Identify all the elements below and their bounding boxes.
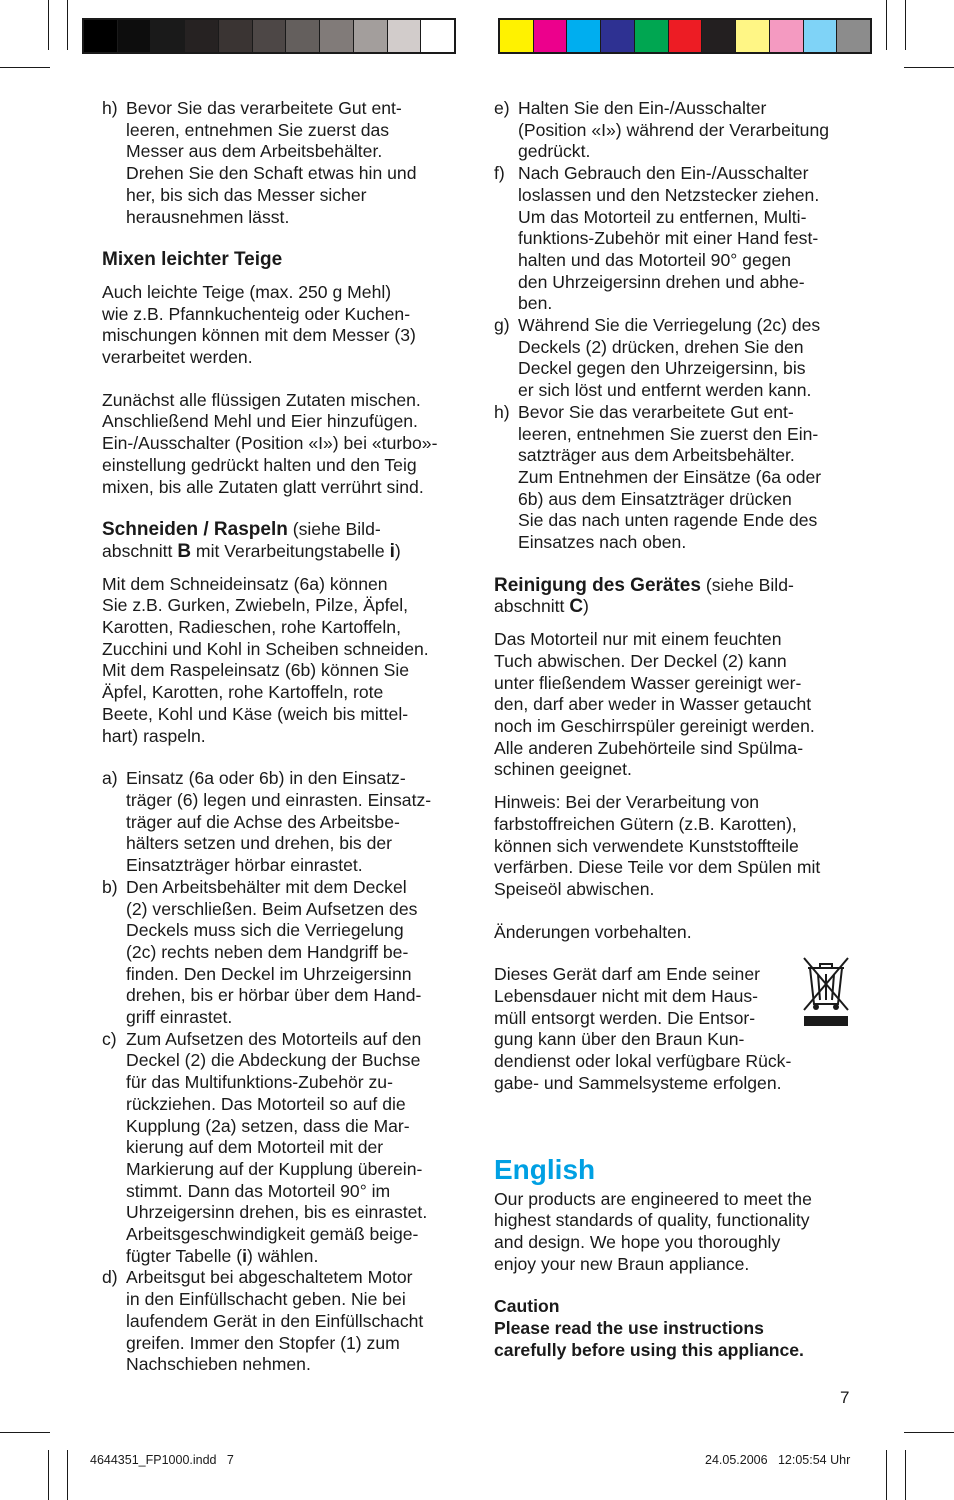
language-heading: English (494, 1153, 596, 1185)
list-text (518, 402, 856, 554)
list-item (494, 402, 856, 554)
section-heading-mixen: Mixen leichter Teige (102, 249, 283, 271)
footer-timestamp: 24.05.2006 12:05:54 Uhr (705, 1453, 851, 1467)
heading-sub: mit Verarbeitungstabelle (191, 540, 390, 561)
crop-mark (904, 67, 954, 68)
color-swatch (253, 20, 287, 52)
color-swatch (185, 20, 219, 52)
list-item (494, 98, 856, 163)
list-label: a) (102, 768, 118, 789)
paragraph: Änderungen vorbehalten. (494, 921, 692, 942)
table-letter: i (389, 540, 395, 562)
footer-file-info: 4644351_FP1000.indd 7 (90, 1453, 234, 1467)
list-item (102, 877, 462, 1029)
heading-title: Reinigung des Gerätes (494, 574, 701, 596)
list-text-main: Zum Aufsetzen des Motorteils auf den Deckel (2) die Abdeckung der Buchse für das Multifunktions-Zubehör zu- rückziehen. Das Motorteil so auf die Kupplung (2a) setzen, dass die Mar- kierung auf dem Motorteil mit der Markierung auf der Kupplung überein- stimmt. Dann das Motorteil 90° im Uhrzeigersinn drehen, bis es einrastet. Arbeitsgeschwindigkeit gemäß beige- fügter Tabelle ( (126, 1028, 428, 1266)
color-swatch (534, 20, 568, 52)
color-swatch (702, 20, 736, 52)
list-text-tail: ) wählen. (246, 1245, 319, 1266)
list-text (518, 315, 856, 402)
list-label: h) (494, 401, 510, 422)
gray-calibration-strip (82, 18, 456, 54)
caution-text: Please read the use instructions carefully before using this appliance. (494, 1318, 804, 1360)
color-swatch (421, 20, 454, 52)
paragraph: Our products are engineered to meet the highest standards of quality, functionality and design. We hope you thoroughly enjoy your new Braun appliance. (494, 1188, 812, 1274)
color-swatch (770, 20, 804, 52)
crop-mark (67, 0, 68, 50)
list-label: e) (494, 98, 510, 118)
crop-mark (48, 0, 49, 50)
figure-letter: C (569, 596, 584, 618)
list-label: g) (494, 315, 510, 336)
list-text-main: Den Arbeitsbehälter mit dem Deckel (2) verschließen. Beim Aufsetzen des Deckels muss sich die Verriegelung (2c) rechts neben dem Handgriff be- finden. Den Deckel im Uhrzeigersinn drehen, bis er hörbar über dem Hand- griff einrastet. (126, 876, 422, 1028)
crop-mark (904, 1432, 954, 1433)
color-swatch (219, 20, 253, 52)
page-number: 7 (840, 1388, 850, 1407)
heading-sub: ) (583, 596, 589, 617)
color-swatch (320, 20, 354, 52)
list-text (126, 877, 462, 1029)
heading-sub: ) (394, 540, 401, 561)
list-item (102, 1267, 462, 1376)
crop-mark (905, 1450, 906, 1500)
crop-mark (886, 0, 887, 50)
right-column (494, 98, 856, 1361)
color-swatch (84, 20, 118, 52)
list-label: c) (102, 1028, 117, 1049)
section-heading-reinigung (494, 575, 856, 618)
list-text-main: Während Sie die Verriegelung (2c) des Deckels (2) drücken, drehen Sie den Deckel gegen den Uhrzeigersinn, bis er sich löst und entfernt werden kann. (518, 315, 821, 401)
list-item (102, 768, 462, 877)
list-item (494, 163, 856, 315)
figure-letter: B (177, 540, 192, 562)
paragraph: Das Motorteil nur mit einem feuchten Tuch abwischen. Der Deckel (2) kann unter fließendem Wasser gereinigt wer- den, darf aber weder in Wasser getaucht noch im Geschirrspüler gereinigt werden. Alle anderen Zubehörteile sind Spülma- schinen geeignet. (494, 629, 815, 780)
left-column (102, 98, 462, 1376)
heading-sub: (siehe Bild- abschnitt (494, 574, 794, 617)
color-swatch (635, 20, 669, 52)
list-label: f) (494, 163, 505, 184)
crop-mark (0, 1432, 50, 1433)
list-text (126, 1029, 462, 1268)
instruction-list (494, 98, 856, 554)
list-text-main: Einsatz (6a oder 6b) in den Einsatz- träger (6) legen und einrasten. Einsatz- träger auf die Achse des Arbeitsbe- hälters setzen und drehen, bis der Einsatzträger hörbar einrastet. (126, 768, 432, 876)
list-text (518, 163, 856, 315)
list-label: b) (102, 876, 118, 897)
heading-title: Schneiden / Raspeln (102, 519, 288, 541)
table-letter: i (242, 1245, 247, 1266)
crop-mark (48, 1450, 49, 1500)
paragraph: Mit dem Schneideinsatz (6a) können Sie z.B. Gurken, Zwiebeln, Pilze, Äpfel, Karotten, Radieschen, rohe Kartoffeln, Zucchini und Kohl in Scheiben schneiden. Mit dem Raspeleinsatz (6b) können Sie Äpfel, Karotten, rohe Kartoffeln, rote Beete, Kohl und Käse (weich bis mittel- hart) raspeln. (102, 573, 429, 746)
list-item (494, 315, 856, 402)
color-swatch (354, 20, 388, 52)
instruction-list (102, 768, 462, 1376)
color-swatch (669, 20, 703, 52)
list-label: d) (102, 1267, 118, 1288)
paragraph: Dieses Gerät darf am Ende seiner Lebensdauer nicht mit dem Haus- müll entsorgt werden. Die Entsor- gung kann über den Braun Kun- dendienst oder lokal verfügbare Rück- gabe- und Sammelsysteme erfolgen. (494, 964, 792, 1093)
color-swatch (736, 20, 770, 52)
list-item-h (102, 98, 462, 228)
list-text (126, 768, 462, 877)
color-swatch (837, 20, 870, 52)
color-swatch (151, 20, 185, 52)
color-swatch (567, 20, 601, 52)
list-label: h) (102, 98, 118, 118)
section-heading-schneiden (102, 519, 462, 562)
list-text (518, 98, 856, 163)
color-swatch (804, 20, 838, 52)
color-swatch (286, 20, 320, 52)
disposal-notice (494, 964, 856, 1094)
list-text (126, 1267, 462, 1376)
list-text: Bevor Sie das verarbeitete Gut ent- leeren, entnehmen Sie zuerst das Messer aus dem Arbeitsbehälter. Drehen Sie den Schaft etwas hin und her, bis sich das Messer sicher herausnehmen lässt. (126, 98, 417, 227)
color-swatch (118, 20, 152, 52)
list-text-main: Nach Gebrauch den Ein-/Ausschalter loslassen und den Netzstecker ziehen. Um das Motorteil zu entfernen, Multi- funktions-Zubehör mit einer Hand fest- halten und das Motorteil 90° gegen den Uhrzeigersinn drehen und abhe- ben. (518, 163, 820, 314)
list-item (102, 1029, 462, 1268)
crop-mark (905, 0, 906, 50)
paragraph: Zunächst alle flüssigen Zutaten mischen. Anschließend Mehl und Eier hinzufügen. Ein-/Ausschalter (Position «I») bei «turbo»- einstellung gedrückt halten und den Teig mixen, bis alle Zutaten glatt verrührt sind. (102, 389, 438, 497)
color-calibration-strip (498, 18, 872, 54)
crop-mark (67, 1450, 68, 1500)
caution-heading: Caution (494, 1296, 560, 1317)
color-swatch (388, 20, 422, 52)
crop-mark (0, 67, 50, 68)
color-swatch (500, 20, 534, 52)
color-swatch (601, 20, 635, 52)
list-text-main: Halten Sie den Ein-/Ausschalter (Position «I») während der Verarbeitung gedrückt. (518, 98, 830, 162)
paragraph: Auch leichte Teige (max. 250 g Mehl) wie z.B. Pfannkuchenteig oder Kuchen- mischungen können mit dem Messer (3) verarbeitet werden. (102, 281, 416, 368)
list-text-main: Arbeitsgut bei abgeschaltetem Motor in den Einfüllschacht geben. Nie bei laufendem Gerät in den Einfüllschacht greifen. Immer den Stopfer (1) zum Nachschieben nehmen. (126, 1267, 424, 1375)
heading-sub: (siehe Bild- abschnitt (102, 519, 381, 561)
crop-mark (886, 1450, 887, 1500)
crossed-out-wheelie-bin-icon (800, 956, 852, 1028)
list-text-main: Bevor Sie das verarbeitete Gut ent- leeren, entnehmen Sie zuerst den Ein- satzträger aus dem Arbeitsbehälter. Zum Entnehmen der Einsätze (6a oder 6b) aus dem Einsatzträger drücken Sie das nach unten ragende Ende des Einsatzes nach oben. (518, 401, 822, 553)
paragraph: Hinweis: Bei der Verarbeitung von farbstoffreichen Gütern (z.B. Karotten), können sich verwendete Kunststoffteile verfärben. Diese Teile vor dem Spülen mit Speiseöl abwischen. (494, 792, 821, 899)
